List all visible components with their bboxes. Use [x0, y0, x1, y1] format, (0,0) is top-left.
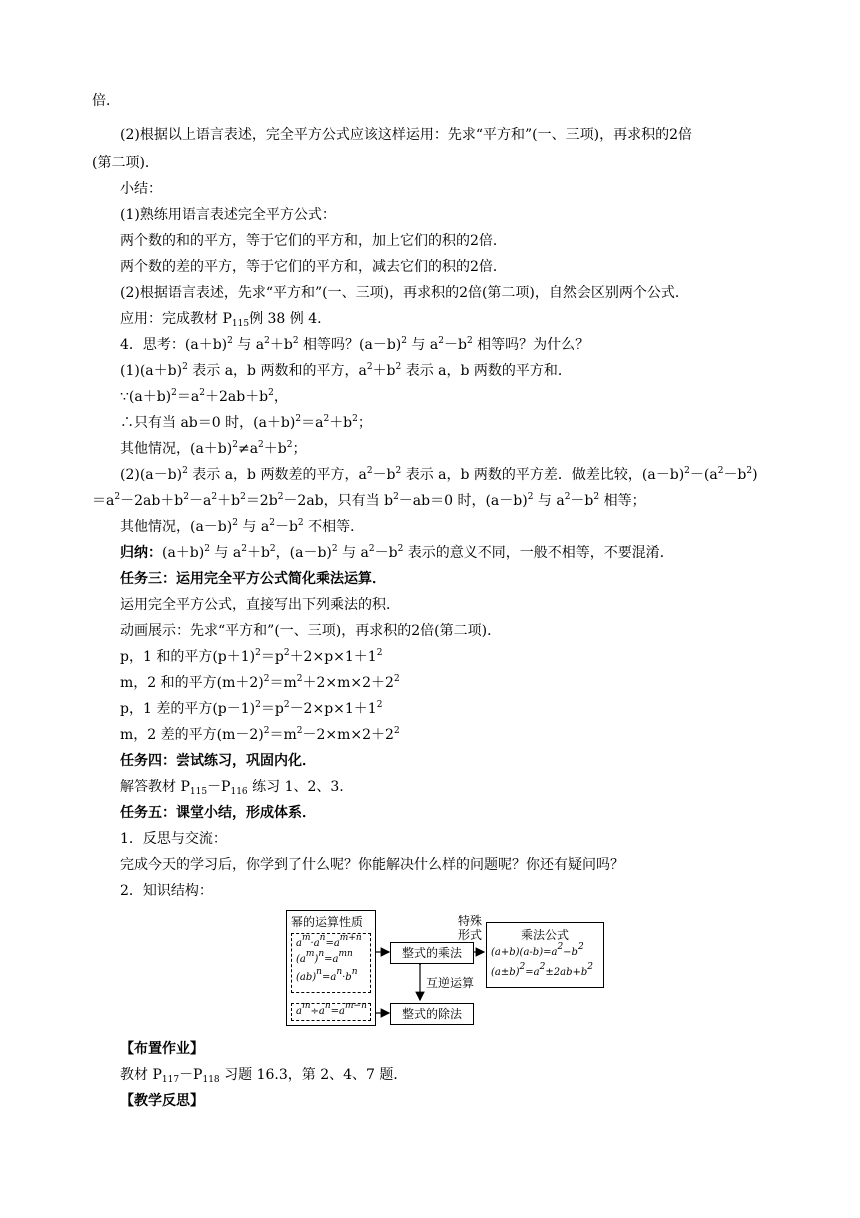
paragraph: 归纳：$(a+b)^2$ 与 $a^2+b^2$，$(a-b)^2$ 与 $a^2-b^2$ 表示的意义不同，一般不相等，不要混淆．: [120, 544, 674, 561]
paragraph: p，1 和的平方$(p+1)^2=p^2+2\times p\times 1+1^2$: [120, 648, 383, 665]
formula: $(a+b)(a-b)=a^2-b^2$: [491, 942, 584, 958]
paragraph: (第二项)．: [92, 155, 159, 171]
paragraph: 其他情况，$(a-b)^2$ 与 $a^2-b^2$ 不相等．: [120, 518, 365, 535]
paragraph: 应用：完成教材 $P_{115}$例 38 例 4.: [120, 311, 322, 329]
section-heading: 任务三：运用完全平方公式简化乘法运算．: [120, 571, 386, 587]
paragraph: 4．思考：$(a+b)^2$ 与 $a^2+b^2$ 相等吗？$(a-b)^2$ 与 $a^2-b^2$ 相等吗？为什么？: [120, 336, 590, 353]
paragraph: m，2 和的平方$(m+2)^2=m^2+2\times m\times 2+2^2$: [120, 674, 400, 691]
paragraph: p，1 差的平方$(p-1)^2=p^2-2\times p\times 1+1^2$: [120, 700, 383, 717]
section-heading: 任务五：课堂小结，形成体系．: [120, 805, 316, 821]
paragraph: 动画展示：先求“平方和”(一、三项)，再求积的2倍(第二项)．: [120, 623, 502, 639]
multiplication-formula-box: [486, 922, 604, 988]
formula: $(a\pm b)^2=a^2\pm 2ab+b^2$: [491, 962, 593, 978]
paragraph: (2)根据语言表述，先求“平方和”(一、三项)，再求积的2倍(第二项)，自然会区别两个公式．: [120, 285, 689, 301]
paragraph: 其他情况，$(a+b)^2\ne a^2+b^2$；: [120, 440, 307, 457]
paragraph: 运用完全平方公式，直接写出下列乘法的积．: [120, 597, 400, 613]
paragraph: 两个数的和的平方，等于它们的平方和，加上它们的积的2倍．: [120, 233, 507, 249]
power-properties-box: [286, 910, 376, 1026]
power-properties-title: 幂的运算性质: [291, 915, 364, 929]
paragraph: 倍．: [92, 93, 120, 109]
paragraph: $=a^2-2ab+b^2-a^2+b^2=2b^2-2ab$，只有当 $b^2-ab=0$ 时，$(a-b)^2$ 与 $a^2-b^2$ 相等；: [92, 492, 646, 509]
formula-box-title: 乘法公式: [520, 928, 569, 942]
formula: $(ab)^n=a^n\cdot b^n$: [296, 967, 358, 983]
section-heading: 【教学反思】: [120, 1093, 204, 1109]
paragraph: 2．知识结构：: [120, 883, 213, 899]
paragraph: $(2)(a-b)^2$ 表示 a，b 两数差的平方，$a^2-b^2$ 表示 a，b 两数的平方差．做差比较，$(a-b)^2-(a^2-b^2)$: [120, 466, 758, 483]
formula: $a^m\cdot a^n=a^{m+n}$: [296, 933, 362, 949]
inverse-operation-label: 互逆运算: [426, 976, 475, 990]
paragraph: 教材 $P_{117}-P_{118}$ 习题 16.3，第 2、4、7 题．: [120, 1067, 408, 1085]
paragraph: 1．反思与交流：: [120, 831, 227, 847]
section-heading: 【布置作业】: [120, 1041, 204, 1057]
multiplication-rules-group: [291, 933, 371, 993]
paragraph: (1)熟练用语言表述完全平方公式：: [120, 207, 336, 223]
paragraph: ∴只有当 ab＝0 时，$(a+b)^2=a^2+b^2$；: [120, 414, 372, 431]
polynomial-multiplication-box: 整式的乘法: [390, 942, 474, 964]
paragraph: (2)根据以上语言表述，完全平方公式应该这样运用：先求“平方和”(一、三项)，再求积的2倍: [120, 127, 692, 143]
knowledge-structure-diagram: [286, 910, 606, 1030]
formula: $a^m\div a^n=a^{m-n}$: [296, 1001, 367, 1017]
paragraph: 完成今天的学习后，你学到了什么呢？你能解决什么样的问题呢？你还有疑问吗？: [120, 857, 624, 873]
paragraph: m，2 差的平方$(m-2)^2=m^2-2\times m\times 2+2^2$: [120, 726, 400, 743]
division-rule-group: [291, 1003, 371, 1021]
paragraph: 小结：: [120, 181, 162, 197]
paragraph: $\because(a+b)^2=a^2+2ab+b^2$，: [120, 388, 288, 405]
formula: $(a^m)^n=a^{mn}$: [296, 949, 353, 965]
paragraph: $(1)(a+b)^2$ 表示 a，b 两数和的平方，$a^2+b^2$ 表示 a，b 两数的平方和．: [120, 362, 572, 379]
paragraph: 解答教材 $P_{115}-P_{116}$ 练习 1、2、3.: [120, 779, 344, 797]
paragraph: 两个数的差的平方，等于它们的平方和，减去它们的积的2倍．: [120, 259, 507, 275]
polynomial-division-box: 整式的除法: [390, 1003, 474, 1025]
section-heading: 任务四：尝试练习，巩固内化．: [120, 753, 316, 769]
special-form-label: 特殊形式: [458, 914, 483, 942]
